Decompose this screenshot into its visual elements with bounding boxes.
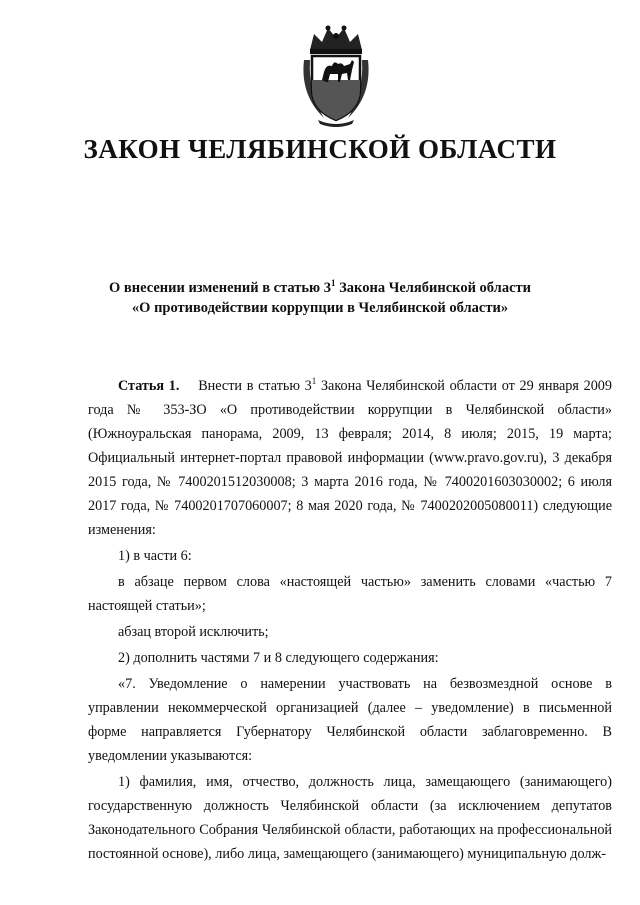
- subtitle-line-1-tail: Закона Челябинской области: [335, 280, 531, 296]
- paragraph: 2) дополнить частями 7 и 8 следующего содержания:: [118, 650, 439, 666]
- paragraph: 1) в части 6:: [118, 548, 192, 564]
- subtitle-line-1-text: О внесении изменений в статью 3: [109, 280, 332, 296]
- paragraph: 1) фамилия, имя, отчество, должность лица, замещающего (занимающего) государственную должность Челябинской области (за исключением депутатов Законодательного Собрания Челябинской области, работающих на профессиональной постоянной основе), либо лица, замещающего (занимающего) муниципальную долж-: [88, 774, 612, 862]
- document-body: [88, 374, 612, 866]
- paragraph: «7. Уведомление о намерении участвовать на безвозмездной основе в управлении некоммерческой организацией (далее – уведомление) в письменной форме направляется Губернатору Челябинской области заблаговременно. В уведомлении указываются:: [88, 676, 612, 764]
- paragraph: абзац второй исключить;: [118, 624, 269, 640]
- article-1-intro: [88, 374, 612, 542]
- law-title: ЗАКОН ЧЕЛЯБИНСКОЙ ОБЛАСТИ: [83, 134, 557, 164]
- subtitle-line-1: [40, 278, 600, 298]
- subtitle-line-2: «О противодействии коррупции в Челябинской области»: [131, 300, 509, 316]
- subtitle-superscript: 1: [331, 278, 336, 288]
- law-subtitle: [40, 278, 600, 318]
- article-intro-tail: Закона Челябинской области от 29 января 2009 года № 353-ЗО «О противодействии коррупции в Челябинской области» (Южноуральская панорама, 2009, 13 февраля; 2014, 8 июля; 2015, 19 марта; Официальный интернет-портал правовой информации (www.pravo.gov.ru), 3 декабря 2015 года, № 7400201512030008; 3 марта 2016 года, № 7400201603030002; 6 июля 2017 года, № 7400201707060007; 8 мая 2020 года, № 7400202005080011) следующие изменения:: [88, 378, 612, 538]
- coat-of-arms-emblem-icon: [296, 20, 376, 130]
- article-superscript: 1: [311, 376, 317, 386]
- article-label: Статья 1.: [118, 378, 180, 394]
- article-intro-text: Внести в статью 3: [198, 378, 312, 394]
- paragraph: в абзаце первом слова «настоящей частью» заменить словами «частью 7 настоящей статьи»;: [88, 574, 612, 614]
